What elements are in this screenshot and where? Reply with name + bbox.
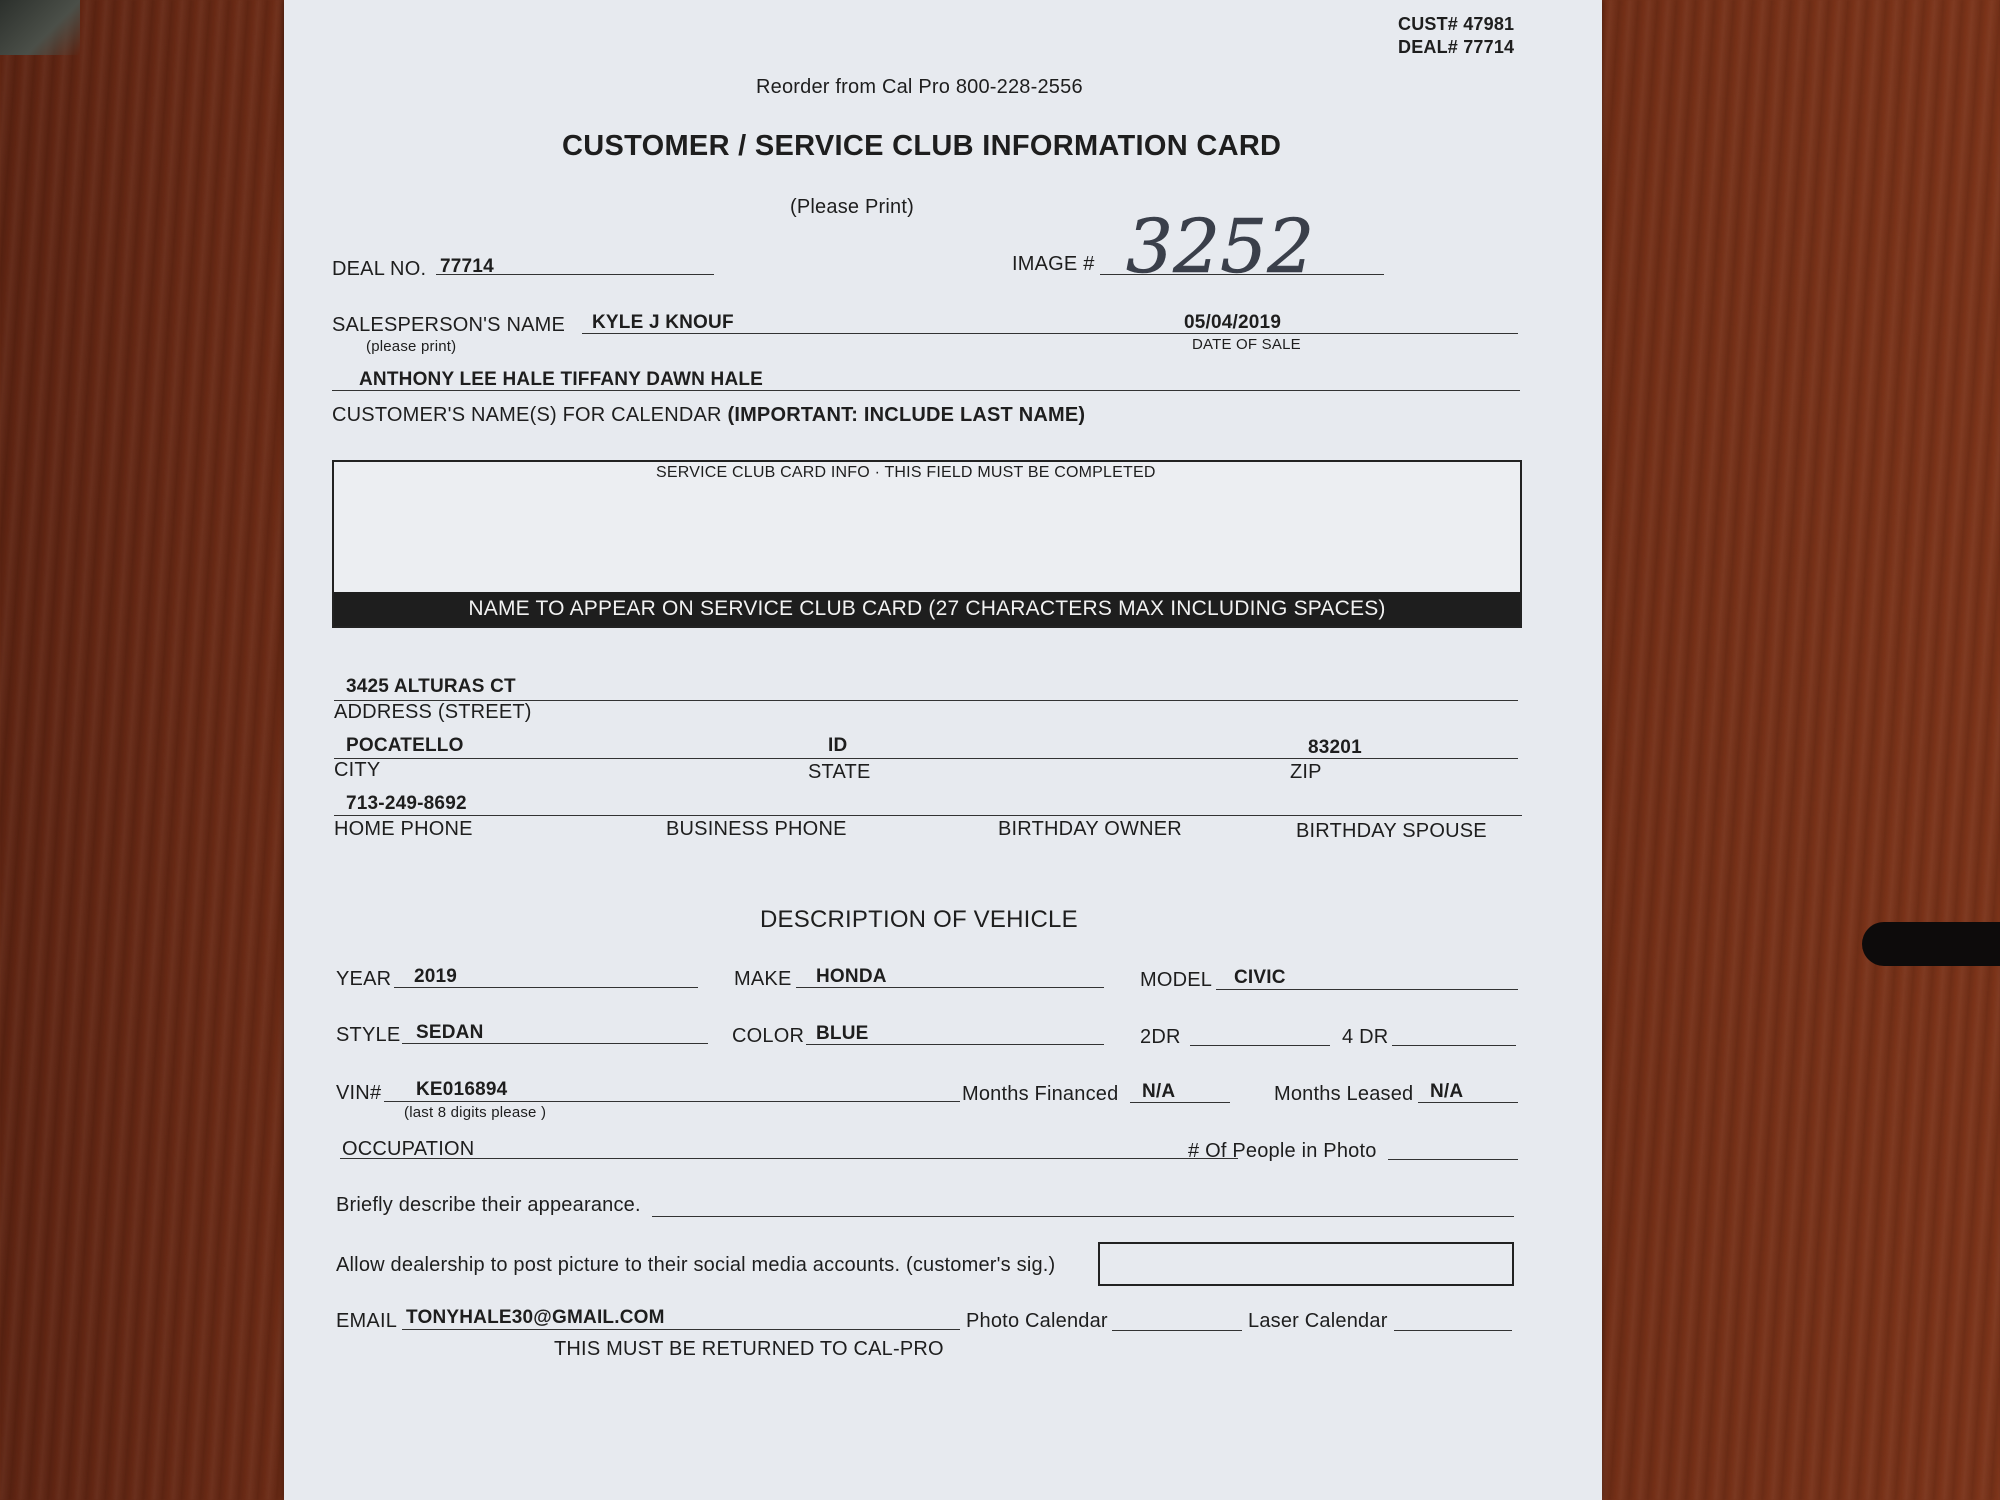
customer-name-important: (IMPORTANT: INCLUDE LAST NAME) bbox=[727, 404, 1086, 426]
date-of-sale-value[interactable]: 05/04/2019 bbox=[1184, 312, 1282, 333]
city-label: CITY bbox=[334, 759, 381, 781]
address-label: ADDRESS (STREET) bbox=[334, 701, 532, 723]
four-door-label: 4 DR bbox=[1342, 1026, 1389, 1048]
zip-label: ZIP bbox=[1290, 761, 1322, 783]
color-value[interactable]: BLUE bbox=[816, 1023, 869, 1044]
zip-value[interactable]: 83201 bbox=[1308, 737, 1362, 758]
deal-no-value[interactable]: 77714 bbox=[440, 256, 494, 277]
home-phone-value[interactable]: 713-249-8692 bbox=[346, 793, 467, 814]
svg-text:3252: 3252 bbox=[1126, 204, 1315, 286]
months-financed-label: Months Financed bbox=[962, 1083, 1119, 1105]
customer-name-value[interactable]: ANTHONY LEE HALE TIFFANY DAWN HALE bbox=[359, 369, 764, 390]
style-value[interactable]: SEDAN bbox=[416, 1022, 484, 1043]
social-media-label: Allow dealership to post picture to their social media accounts. (customer's sig.) bbox=[336, 1254, 1056, 1276]
laser-calendar-label: Laser Calendar bbox=[1248, 1310, 1388, 1332]
business-phone-label: BUSINESS PHONE bbox=[666, 818, 847, 840]
four-door-line bbox=[1392, 1045, 1516, 1046]
email-value[interactable]: TONYHALE30@GMAIL.COM bbox=[406, 1307, 665, 1328]
page-title: CUSTOMER / SERVICE CLUB INFORMATION CARD bbox=[562, 130, 1282, 162]
salesperson-value[interactable]: KYLE J KNOUF bbox=[592, 312, 734, 333]
appearance-line bbox=[652, 1216, 1514, 1217]
deal-number-header: DEAL# 77714 bbox=[1398, 37, 1515, 57]
color-label: COLOR bbox=[732, 1025, 805, 1047]
home-phone-label: HOME PHONE bbox=[334, 818, 473, 840]
cust-number: CUST# 47981 bbox=[1398, 14, 1515, 34]
two-door-line bbox=[1190, 1045, 1330, 1046]
photo-calendar-label: Photo Calendar bbox=[966, 1310, 1108, 1332]
salesperson-sub: (please print) bbox=[366, 338, 457, 355]
make-value[interactable]: HONDA bbox=[816, 966, 887, 987]
customer-name-label-text: CUSTOMER'S NAME(S) FOR CALENDAR bbox=[332, 404, 722, 426]
state-label: STATE bbox=[808, 761, 871, 783]
background-object bbox=[0, 0, 80, 55]
birthday-spouse-label: BIRTHDAY SPOUSE bbox=[1296, 820, 1487, 842]
email-line bbox=[402, 1329, 960, 1330]
model-value[interactable]: CIVIC bbox=[1234, 967, 1286, 988]
birthday-owner-label: BIRTHDAY OWNER bbox=[998, 818, 1182, 840]
email-label: EMAIL bbox=[336, 1310, 398, 1332]
phones-line bbox=[334, 815, 1522, 816]
occupation-line bbox=[340, 1158, 1238, 1159]
vin-sub: (last 8 digits please ) bbox=[404, 1104, 547, 1121]
appearance-label: Briefly describe their appearance. bbox=[336, 1194, 641, 1216]
service-club-card-box[interactable] bbox=[332, 460, 1522, 628]
photo-calendar-line bbox=[1112, 1330, 1242, 1331]
handwritten-image-number[interactable] bbox=[1124, 196, 1334, 286]
occupation-label: OCCUPATION bbox=[342, 1138, 475, 1160]
model-label: MODEL bbox=[1140, 969, 1213, 991]
model-line bbox=[1216, 989, 1518, 990]
vin-label: VIN# bbox=[336, 1082, 382, 1104]
salesperson-label: SALESPERSON'S NAME bbox=[332, 314, 566, 336]
months-leased-value[interactable]: N/A bbox=[1430, 1081, 1464, 1102]
customer-signature-box[interactable] bbox=[1098, 1242, 1514, 1286]
people-in-photo-line bbox=[1388, 1159, 1518, 1160]
two-door-label: 2DR bbox=[1140, 1026, 1181, 1048]
state-value[interactable]: ID bbox=[828, 735, 848, 756]
vin-value[interactable]: KE016894 bbox=[416, 1079, 508, 1100]
laser-calendar-line bbox=[1394, 1330, 1512, 1331]
style-label: STYLE bbox=[336, 1024, 401, 1046]
deal-no-label: DEAL NO. bbox=[332, 258, 427, 280]
months-financed-value[interactable]: N/A bbox=[1142, 1081, 1176, 1102]
months-leased-label: Months Leased bbox=[1274, 1083, 1414, 1105]
pen-marker bbox=[1862, 922, 2000, 966]
people-in-photo-label: # Of People in Photo bbox=[1188, 1140, 1377, 1162]
image-no-label: IMAGE # bbox=[1012, 253, 1095, 275]
year-label: YEAR bbox=[336, 968, 392, 990]
year-value[interactable]: 2019 bbox=[414, 966, 458, 987]
vin-line bbox=[384, 1101, 960, 1102]
date-of-sale-label: DATE OF SALE bbox=[1192, 336, 1301, 353]
service-club-band-text: NAME TO APPEAR ON SERVICE CLUB CARD (27 CHARACTERS MAX INCLUDING SPACES) bbox=[468, 597, 1386, 620]
service-club-header: SERVICE CLUB CARD INFO · THIS FIELD MUST BE COMPLETED bbox=[656, 464, 1156, 481]
information-card bbox=[284, 0, 1602, 1500]
address-value[interactable]: 3425 ALTURAS CT bbox=[346, 676, 516, 697]
please-print-note: (Please Print) bbox=[790, 196, 914, 218]
city-value[interactable]: POCATELLO bbox=[346, 735, 464, 756]
service-club-band bbox=[334, 592, 1520, 626]
reorder-note: Reorder from Cal Pro 800-228-2556 bbox=[756, 76, 1083, 98]
make-label: MAKE bbox=[734, 968, 792, 990]
customer-name-label bbox=[332, 404, 1085, 427]
vehicle-heading: DESCRIPTION OF VEHICLE bbox=[760, 906, 1078, 933]
footer-note: THIS MUST BE RETURNED TO CAL-PRO bbox=[554, 1338, 944, 1360]
